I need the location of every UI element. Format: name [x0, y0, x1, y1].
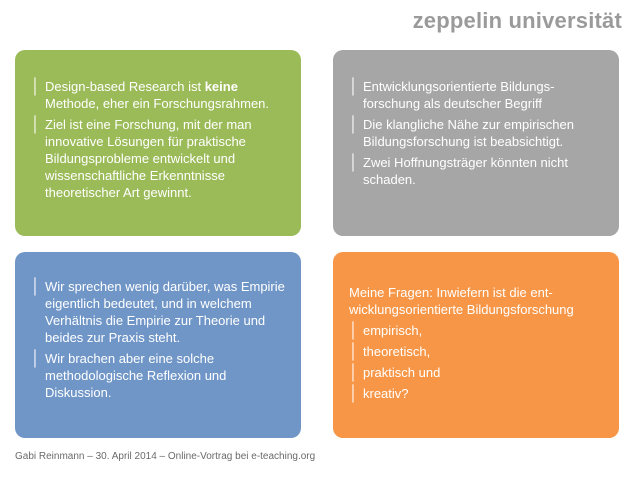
- list-item: [31, 278, 289, 346]
- bullet-list: [349, 78, 607, 192]
- footer-caption: Gabi Reinmann – 30. April 2014 – Online-Vortrag bei e-teaching.org: [15, 451, 316, 462]
- bullet-text: Die klangliche Nähe zur empirischen Bildungsforschung ist beabsichtigt.: [363, 117, 574, 149]
- bullet-bar-icon: │: [349, 322, 359, 339]
- bullet-text: Entwicklungsorientierte Bildungs-forschung als deutscher Begriff: [363, 79, 555, 111]
- box-design-based-research: [15, 50, 301, 236]
- bullet-bar-icon: │: [31, 116, 41, 133]
- list-item: [349, 154, 607, 188]
- bullet-bar-icon: │: [349, 343, 359, 360]
- list-item: [31, 350, 289, 401]
- box-entwicklungsorientierte-forschung: [333, 50, 619, 236]
- box-empirie-reflexion: [15, 252, 301, 438]
- list-item: [31, 78, 289, 112]
- bullet-text-rest: Methode, eher ein Forschungsrahmen.: [45, 96, 270, 111]
- bullet-bar-icon: │: [349, 154, 359, 171]
- questions-intro-text: Meine Fragen: Inwiefern ist die ent-wicklungsorientierte Bildungsforschung: [349, 285, 574, 317]
- bullet-bar-icon: │: [349, 385, 359, 402]
- list-item: [349, 322, 607, 339]
- bullet-list: [31, 78, 289, 205]
- bullet-text-emphasis: keine: [204, 79, 238, 94]
- bullet-text-lead: Design-based Research ist: [45, 79, 205, 94]
- bullet-text: Wir brachen aber eine solche methodologische Reflexion und Diskussion.: [45, 351, 227, 400]
- bullet-bar-icon: │: [349, 364, 359, 381]
- bullet-bar-icon: │: [31, 278, 41, 295]
- bullet-text: theoretisch,: [363, 344, 431, 359]
- university-logo: zeppelin universität: [412, 8, 622, 33]
- bullet-list: [349, 322, 607, 406]
- bullet-text: Zwei Hoffnungsträger könnten nicht schaden.: [363, 155, 568, 187]
- bullet-list: [31, 278, 289, 405]
- bullet-text: kreativ?: [363, 386, 409, 401]
- bullet-text: Wir sprechen wenig darüber, was Empirie eigentlich bedeutet, und in welchem Verhältnis die Empirie zur Theorie und beides zur Praxis steht.: [45, 279, 285, 345]
- list-item: [349, 364, 607, 381]
- list-item: [31, 116, 289, 201]
- bullet-bar-icon: │: [31, 350, 41, 367]
- list-item: [349, 116, 607, 150]
- bullet-text: empirisch,: [363, 323, 423, 338]
- bullet-bar-icon: │: [349, 116, 359, 133]
- bullet-bar-icon: │: [349, 78, 359, 95]
- bullet-text: Ziel ist eine Forschung, mit der man innovative Lösungen für praktische Bildungsprobleme entwickelt und wissenschaftliche Erkenntnisse theoretischer Art gewinnt.: [45, 117, 252, 200]
- box-meine-fragen: [333, 252, 619, 438]
- list-item: [349, 343, 607, 360]
- list-item: [349, 78, 607, 112]
- list-item: [349, 385, 607, 402]
- bullet-bar-icon: │: [31, 78, 41, 95]
- bullet-text: praktisch und: [363, 365, 441, 380]
